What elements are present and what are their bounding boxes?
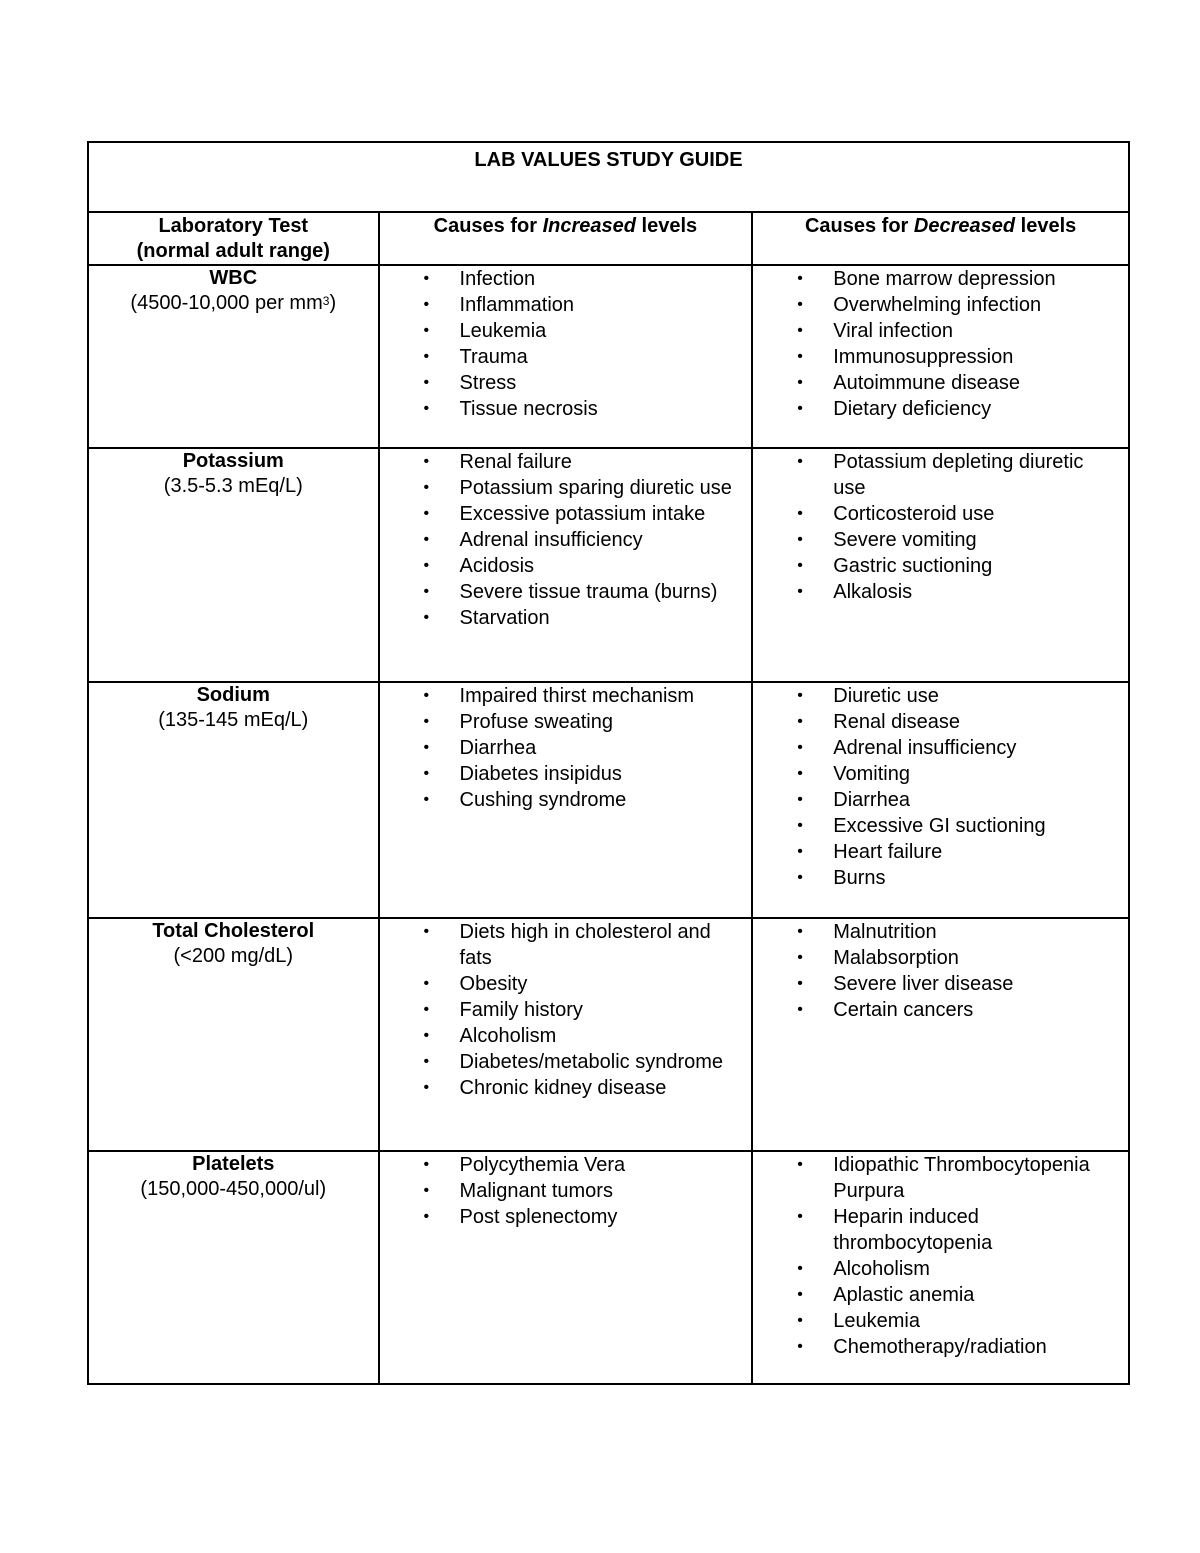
list-item: • Diabetes insipidus (380, 761, 740, 787)
list-item: • Burns (753, 865, 1116, 891)
list-item: • Alcoholism (380, 1023, 740, 1049)
decreased-cell-potassium (752, 448, 1129, 682)
test-range: (<200 mg/dL) (173, 945, 294, 967)
list-item: • Diuretic use (753, 683, 1116, 709)
decreased-cell-sodium (752, 682, 1129, 918)
decreased-list (753, 683, 1128, 891)
list-item: • Malnutrition (753, 919, 1116, 945)
test-cell-wbc (88, 265, 379, 448)
header-laboratory-test (88, 212, 379, 265)
decreased-list (753, 1152, 1128, 1360)
list-item: • Post splenectomy (380, 1204, 740, 1230)
header-decreased-post: levels (1015, 215, 1077, 237)
list-item: • Cushing syndrome (380, 787, 740, 813)
list-item: • Dietary deficiency (753, 396, 1116, 422)
list-item: • Leukemia (380, 318, 740, 344)
list-item: • Diarrhea (753, 787, 1116, 813)
range-tail: ) (329, 292, 337, 314)
list-item: • Severe vomiting (753, 527, 1116, 553)
test-cell-cholesterol (88, 918, 379, 1151)
list-item: • Adrenal insufficiency (753, 735, 1116, 761)
test-cell-platelets (88, 1151, 379, 1384)
list-item: • Starvation (380, 605, 740, 631)
decreased-list (753, 919, 1128, 1023)
header-decreased-pre: Causes for (804, 215, 914, 237)
lab-values-table (87, 141, 1130, 1385)
table-title-cell (88, 142, 1129, 212)
list-item: • Potassium sparing diuretic use (380, 475, 740, 501)
list-item: • Impaired thirst mechanism (380, 683, 740, 709)
test-name: Platelets (192, 1153, 275, 1175)
list-item: • Obesity (380, 971, 740, 997)
increased-cell-sodium (379, 682, 753, 918)
list-item: • Immunosuppression (753, 344, 1116, 370)
increased-cell-cholesterol (379, 918, 753, 1151)
list-item: • Vomiting (753, 761, 1116, 787)
table-row (88, 918, 1129, 1151)
test-cell-potassium (88, 448, 379, 682)
list-item: • Tissue necrosis (380, 396, 740, 422)
increased-list (380, 683, 752, 813)
list-item: • Diets high in cholesterol and fats (380, 919, 740, 971)
list-item: • Chemotherapy/radiation (753, 1334, 1116, 1360)
decreased-cell-wbc (752, 265, 1129, 448)
list-item: • Diabetes/metabolic syndrome (380, 1049, 740, 1075)
list-item: • Excessive potassium intake (380, 501, 740, 527)
list-item: • Malabsorption (753, 945, 1116, 971)
list-item: • Viral infection (753, 318, 1116, 344)
decreased-list (753, 266, 1128, 422)
increased-list (380, 1152, 752, 1230)
list-item: • Gastric suctioning (753, 553, 1116, 579)
table-row (88, 1151, 1129, 1384)
list-item: • Overwhelming infection (753, 292, 1116, 318)
header-increased-pre: Causes for (433, 215, 543, 237)
test-range: (135-145 mEq/L) (158, 709, 309, 731)
list-item: • Profuse sweating (380, 709, 740, 735)
test-name: Total Cholesterol (152, 920, 315, 942)
test-range (89, 291, 378, 316)
test-name: Potassium (182, 450, 284, 472)
list-item: • Severe tissue trauma (burns) (380, 579, 740, 605)
list-item: • Renal failure (380, 449, 740, 475)
list-item: • Malignant tumors (380, 1178, 740, 1204)
list-item: • Acidosis (380, 553, 740, 579)
list-item: • Renal disease (753, 709, 1116, 735)
list-item: • Heart failure (753, 839, 1116, 865)
header-test-line2: (normal adult range) (136, 240, 330, 262)
list-item: • Corticosteroid use (753, 501, 1116, 527)
list-item: • Alkalosis (753, 579, 1116, 605)
list-item: • Bone marrow depression (753, 266, 1116, 292)
header-increased-em: Increased (542, 215, 636, 237)
increased-cell-wbc (379, 265, 753, 448)
increased-list (380, 449, 752, 631)
test-name: WBC (209, 267, 258, 289)
list-item: • Certain cancers (753, 997, 1116, 1023)
table-row (88, 448, 1129, 682)
list-item: • Potassium depleting diuretic use (753, 449, 1116, 501)
list-item: • Trauma (380, 344, 740, 370)
list-item: • Heparin induced thrombocytopenia (753, 1204, 1116, 1256)
header-decreased (752, 212, 1129, 265)
range-text: (4500-10,000 per mm (130, 292, 323, 314)
list-item: • Severe liver disease (753, 971, 1116, 997)
header-test-line1: Laboratory Test (158, 215, 309, 237)
table-title: LAB VALUES STUDY GUIDE (474, 149, 743, 171)
list-item: • Polycythemia Vera (380, 1152, 740, 1178)
list-item: • Autoimmune disease (753, 370, 1116, 396)
list-item: • Idiopathic Thrombocytopenia Purpura (753, 1152, 1116, 1204)
header-decreased-em: Decreased (913, 215, 1016, 237)
header-increased (379, 212, 753, 265)
list-item: • Leukemia (753, 1308, 1116, 1334)
list-item: • Inflammation (380, 292, 740, 318)
test-range: (3.5-5.3 mEq/L) (163, 475, 303, 497)
list-item: • Diarrhea (380, 735, 740, 761)
list-item: • Aplastic anemia (753, 1282, 1116, 1308)
decreased-cell-cholesterol (752, 918, 1129, 1151)
list-item: • Alcoholism (753, 1256, 1116, 1282)
range-superscript: 3 (322, 294, 330, 308)
decreased-cell-platelets (752, 1151, 1129, 1384)
header-increased-post: levels (635, 215, 698, 237)
table-row (88, 682, 1129, 918)
list-item: • Adrenal insufficiency (380, 527, 740, 553)
increased-list (380, 266, 752, 422)
list-item: • Family history (380, 997, 740, 1023)
increased-cell-platelets (379, 1151, 753, 1384)
table-row (88, 265, 1129, 448)
list-item: • Infection (380, 266, 740, 292)
list-item: • Chronic kidney disease (380, 1075, 740, 1101)
list-item: • Excessive GI suctioning (753, 813, 1116, 839)
increased-list (380, 919, 752, 1101)
decreased-list (753, 449, 1128, 605)
test-range: (150,000-450,000/ul) (140, 1178, 327, 1200)
test-cell-sodium (88, 682, 379, 918)
increased-cell-potassium (379, 448, 753, 682)
list-item: • Stress (380, 370, 740, 396)
test-name: Sodium (196, 684, 270, 706)
